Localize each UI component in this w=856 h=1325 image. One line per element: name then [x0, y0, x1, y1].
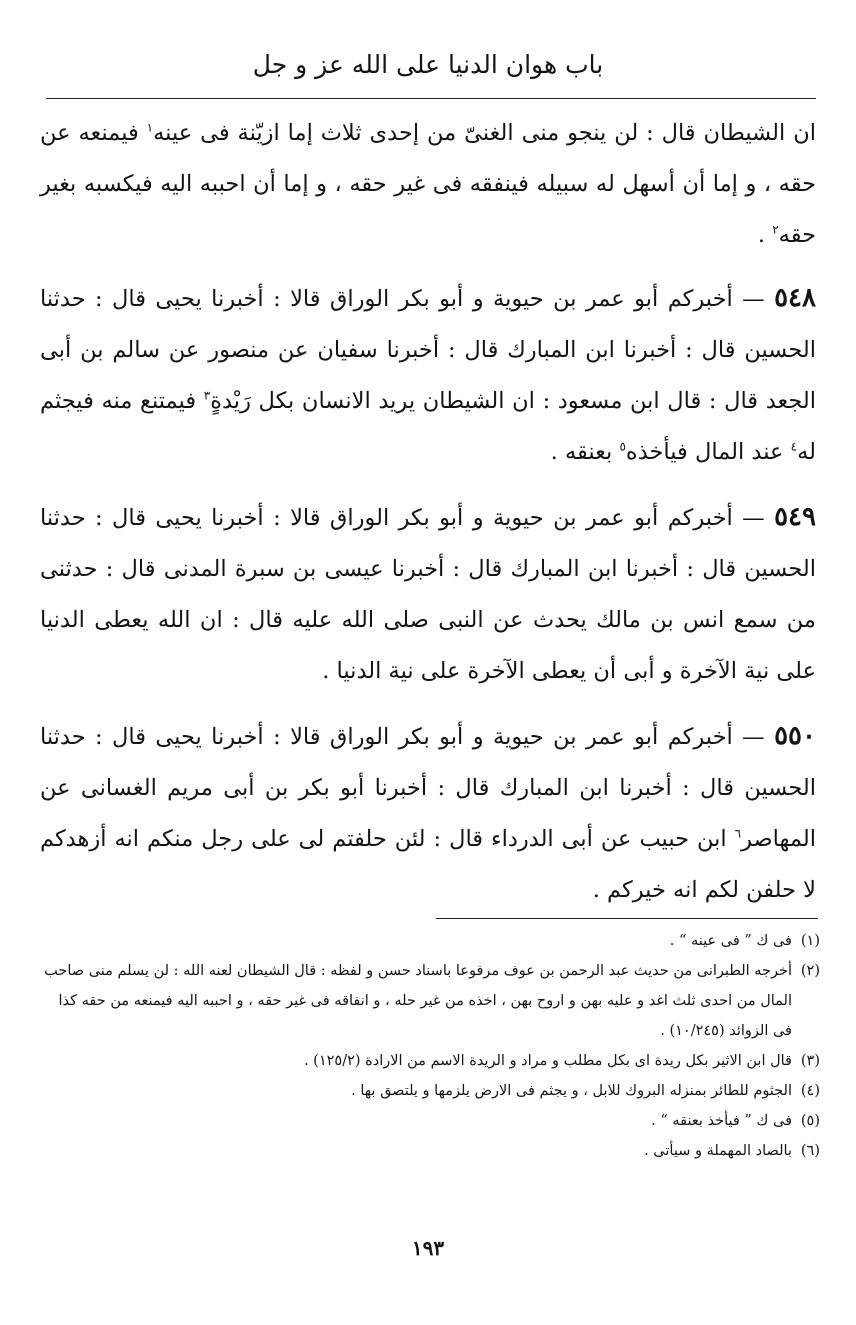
footnote-text: فى ك ” فى عينه “ . [669, 933, 792, 949]
footnote-text: قال ابن الاثير بكل ريدة اى بكل مطلب و مراد و الريدة الاسم من الارادة (١٢٥/٢) . [303, 1053, 792, 1069]
footnote-item [36, 956, 820, 1046]
footnote-text: بالصاد المهملة و سيأتى . [644, 1143, 792, 1159]
footnote-text: فى ك ” فيأخذ بعنقه “ . [651, 1113, 792, 1129]
paragraph-text: فيمنعه عن حقه ، و إما أن أسهل له سبيله فينفقه فى غير حقه ، و إما أن احببه اليه فيكسبه بغير حقه [40, 120, 816, 248]
running-header-title: باب هوان الدنيا على الله عز و جل [252, 50, 604, 79]
paragraph-text: ابن حبيب عن أبى الدرداء قال : لئن حلفتم لى على رجل منكم انه أزهدكم لا حلفن لكم انه خيركم . [40, 826, 816, 903]
footnote-item [36, 1136, 820, 1166]
hadith-number: ٥٤٩ [774, 502, 816, 532]
paragraph-text: فيمتنع منه فيجثم له [40, 388, 816, 465]
footnote-ref[interactable]: ٢ [772, 222, 779, 237]
paragraph-text: — أخبركم أبو عمر بن حيوية و أبو بكر الوراق قالا : أخبرنا يحيى قال : حدثنا الحسين قال : أخبرنا ابن المبارك قال : أخبرنا أبو بكر بن أبى مريم الغسانى عن المهاصر [40, 724, 816, 852]
paragraph-text: — أخبركم أبو عمر بن حيوية و أبو بكر الوراق قالا : أخبرنا يحيى قال : حدثنا الحسين قال : أخبرنا ابن المبارك قال : أخبرنا سفيان عن منصور عن سالم بن أبى الجعد قال : قال ابن مسعود : ان الشيطان يريد الانسان بكل رَيْدةٍ [40, 286, 816, 414]
footnote-item [36, 1106, 820, 1136]
footnote-number: (٦) [800, 1143, 820, 1159]
footnote-text: الجثوم للطائر بمنزله البروك للابل ، و يجثم فى الارض يلزمها و يلتصق بها . [351, 1083, 792, 1099]
footnote-ref[interactable]: ٣ [203, 388, 211, 403]
header-rule [46, 98, 816, 99]
footnote-text: أخرجه الطبرانى من حديث عبد الرحمن بن عوف مرفوعا باسناد حسن و لفظه : قال الشيطان لعنه الله : لن يسلم منى صاحب المال من احدى ثلث اغد و عليه بهن و اروح بهن ، اخذه من غير حله ، و انفاقه فى غير حقه ، و احببه اليه فيمنعه من حقه كذا فى الزوائد (١٠/٢٤٥) . [44, 963, 792, 1039]
footnote-ref[interactable]: ٦ [734, 826, 742, 841]
main-text [40, 108, 816, 930]
footnote-number: (١) [800, 933, 820, 949]
hadith-548 [40, 273, 816, 478]
paragraph-text: . [757, 222, 773, 248]
paragraph-text: ان الشيطان قال : لن ينجو منى الغنىّ من إحدى ثلاث إما ازيّنة فى عينه [153, 120, 816, 146]
hadith-number: ٥٥٠ [774, 721, 816, 751]
hadith-549 [40, 492, 816, 697]
footnote-number: (٥) [800, 1113, 820, 1129]
footnotes [36, 926, 820, 1166]
paragraph-text: بعنقه . [550, 439, 620, 465]
footnote-ref[interactable]: ٥ [619, 439, 626, 454]
paragraph-text: عند المال فيأخذه [625, 439, 791, 465]
hadith-number: ٥٤٨ [774, 283, 816, 313]
paragraph-continuation [40, 108, 816, 261]
footnote-number: (٣) [800, 1053, 820, 1069]
footnote-number: (٤) [800, 1083, 820, 1099]
paragraph-text: — أخبركم أبو عمر بن حيوية و أبو بكر الوراق قالا : أخبرنا يحيى قال : حدثنا الحسين قال : أخبرنا ابن المبارك قال : أخبرنا عيسى بن سبرة المدنى قال : حدثنى من سمع انس بن مالك يحدث عن النبى صلى الله عليه قال : ان الله يعطى الدنيا على نية الآخرة و أبى أن يعطى الآخرة على نية الدنيا . [40, 505, 816, 684]
footnote-number: (٢) [800, 963, 820, 979]
footnote-ref[interactable]: ٤ [790, 439, 798, 454]
page-number: ١٩٣ [411, 1236, 445, 1260]
footnote-rule [436, 918, 818, 919]
hadith-550 [40, 711, 816, 916]
footnote-item [36, 1046, 820, 1076]
footnote-item [36, 926, 820, 956]
footnote-item [36, 1076, 820, 1106]
footnote-ref[interactable]: ١ [146, 120, 154, 135]
